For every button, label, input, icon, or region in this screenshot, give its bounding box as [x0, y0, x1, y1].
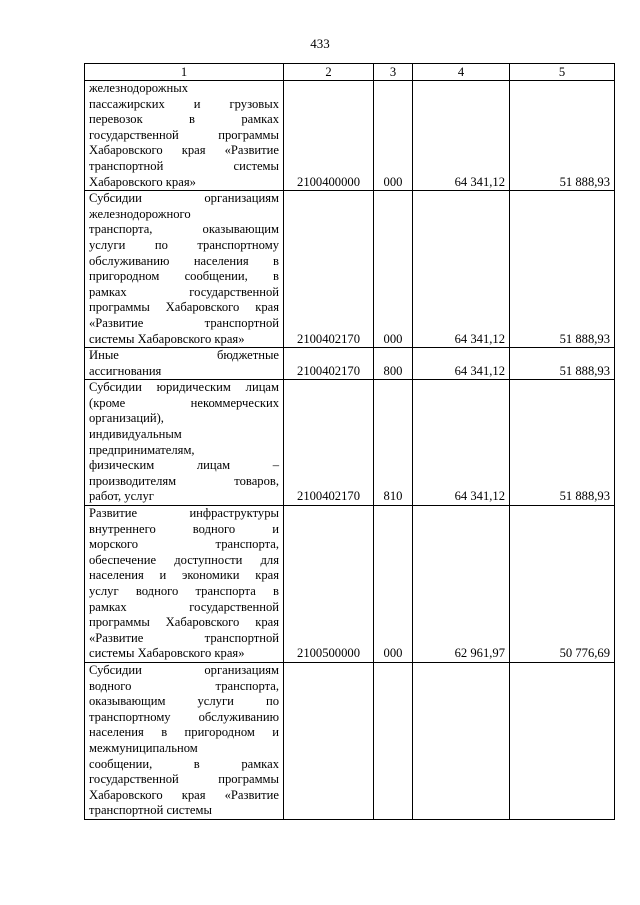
row-value2-cell: 51 888,93 — [510, 380, 615, 506]
row-code-cell — [284, 662, 374, 819]
table-row — [85, 506, 615, 663]
row-name-cell — [85, 380, 284, 506]
row-name-line: государственной программы — [89, 772, 279, 787]
row-name-line: Субсидии юридическим лицам — [89, 380, 279, 395]
row-name-line: сообщении, в рамках — [89, 756, 279, 771]
row-name-line: работ, услуг — [89, 489, 154, 504]
row-name-line: организаций), — [89, 411, 164, 426]
table-row — [85, 380, 615, 506]
row-name-line: предпринимателям, — [89, 442, 195, 457]
row-value2-cell: 51 888,93 — [510, 191, 615, 348]
row-name-line: рамках государственной — [89, 599, 279, 614]
row-name-line: услуги по транспортному — [89, 237, 279, 252]
row-name-line: производителям товаров, — [89, 473, 279, 488]
row-name-line: Хабаровского края» — [89, 174, 196, 189]
row-type-cell: 000 — [374, 506, 413, 663]
header-col-2: 2 — [284, 64, 374, 81]
row-name-line: программы Хабаровского края — [89, 615, 279, 630]
table-row — [85, 191, 615, 348]
row-name-line: системы Хабаровского края» — [89, 646, 245, 661]
row-value2-cell: 51 888,93 — [510, 348, 615, 380]
row-name-line: «Развитие транспортной — [89, 630, 279, 645]
row-code-cell: 2100402170 — [284, 348, 374, 380]
row-type-cell: 000 — [374, 191, 413, 348]
row-name-line: населения в пригородном и — [89, 725, 279, 740]
row-name-cell — [85, 348, 284, 380]
row-name-line: Субсидии организациям — [89, 191, 279, 206]
table-row — [85, 348, 615, 380]
row-name-line: железнодорожных — [89, 81, 188, 95]
table-body — [85, 81, 615, 820]
row-value2-cell: 51 888,93 — [510, 81, 615, 191]
header-col-1: 1 — [85, 64, 284, 81]
row-value2-cell — [510, 662, 615, 819]
row-value1-cell — [413, 662, 510, 819]
row-name-line: перевозок в рамках — [89, 112, 279, 127]
row-code-cell: 2100400000 — [284, 81, 374, 191]
row-type-cell: 000 — [374, 81, 413, 191]
row-name-line: индивидуальным — [89, 427, 182, 442]
row-type-cell: 810 — [374, 380, 413, 506]
row-name-line: транспортной системы — [89, 158, 279, 173]
row-name-cell — [85, 506, 284, 663]
row-name-line: программы Хабаровского края — [89, 300, 279, 315]
row-value1-cell: 64 341,12 — [413, 191, 510, 348]
row-name-line: Развитие инфраструктуры — [89, 506, 279, 521]
row-name-line: железнодорожного — [89, 206, 191, 221]
row-value2-cell: 50 776,69 — [510, 506, 615, 663]
row-name-line: внутреннего водного и — [89, 521, 279, 536]
row-value1-cell: 62 961,97 — [413, 506, 510, 663]
row-name-line: оказывающим услуги по — [89, 694, 279, 709]
row-type-cell — [374, 662, 413, 819]
page-number: 433 — [310, 36, 330, 51]
row-value1-cell: 64 341,12 — [413, 348, 510, 380]
row-name-line: Хабаровского края «Развитие — [89, 787, 279, 802]
row-code-cell: 2100402170 — [284, 380, 374, 506]
row-value1-cell: 64 341,12 — [413, 81, 510, 191]
row-name-cell — [85, 81, 284, 191]
row-name-line: «Развитие транспортной — [89, 315, 279, 330]
row-name-line: транспортному обслуживанию — [89, 709, 279, 724]
row-name-line: (кроме некоммерческих — [89, 395, 279, 410]
row-name-line: пассажирских и грузовых — [89, 96, 279, 111]
row-name-line: Иные бюджетные — [89, 348, 279, 363]
row-name-line: населения и экономики края — [89, 568, 279, 583]
row-name-line: системы Хабаровского края» — [89, 331, 245, 346]
row-name-line: обеспечение доступности для — [89, 552, 279, 567]
row-name-line: морского транспорта, — [89, 537, 279, 552]
row-name-line: ассигнования — [89, 363, 162, 378]
header-col-3: 3 — [374, 64, 413, 81]
row-name-line: транспорта, оказывающим — [89, 222, 279, 237]
row-code-cell: 2100402170 — [284, 191, 374, 348]
table-row — [85, 81, 615, 191]
row-value1-cell: 64 341,12 — [413, 380, 510, 506]
row-code-cell: 2100500000 — [284, 506, 374, 663]
row-name-cell — [85, 662, 284, 819]
budget-table — [84, 63, 615, 820]
row-name-line: рамках государственной — [89, 284, 279, 299]
header-col-5: 5 — [510, 64, 615, 81]
row-name-line: пригородном сообщении, в — [89, 269, 279, 284]
row-name-line: водного транспорта, — [89, 678, 279, 693]
header-col-4: 4 — [413, 64, 510, 81]
row-name-line: физическим лицам – — [89, 458, 279, 473]
row-type-cell: 800 — [374, 348, 413, 380]
row-name-line: транспортной системы — [89, 803, 212, 818]
row-name-line: обслуживанию населения в — [89, 253, 279, 268]
row-name-line: услуг водного транспорта в — [89, 584, 279, 598]
table-row — [85, 662, 615, 819]
row-name-line: государственной программы — [89, 127, 279, 142]
row-name-line: Субсидии организациям — [89, 662, 279, 677]
row-name-line: Хабаровского края «Развитие — [89, 143, 279, 158]
header-row — [85, 64, 615, 81]
row-name-line: межмуниципальном — [89, 740, 198, 755]
row-name-cell — [85, 191, 284, 348]
